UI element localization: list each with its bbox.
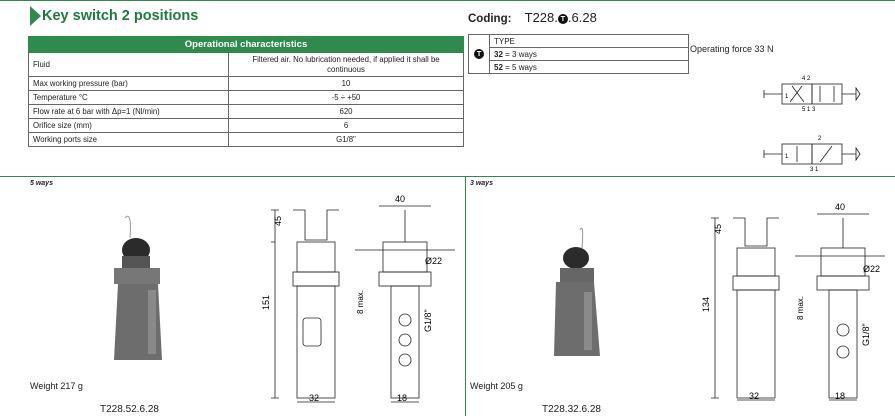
three-way-valve-symbol	[762, 130, 862, 172]
coding-prefix: T228.	[524, 10, 558, 25]
type-marker: T	[474, 49, 484, 59]
three-ways-label: 3 ways	[470, 180, 493, 187]
five-ways-label: 5 ways	[30, 180, 53, 187]
five-way-dim-diameter: Ø22	[425, 256, 443, 266]
five-way-dim-side: 18	[397, 393, 408, 403]
coding-marker: T	[558, 14, 568, 24]
three-way-dim-base: 32	[749, 391, 760, 401]
three-way-dim-width: 40	[835, 202, 846, 212]
page-title: Key switch 2 positions	[42, 8, 199, 24]
coding-suffix: .6.28	[567, 10, 597, 25]
five-way-drawing	[255, 190, 465, 406]
five-way-dim-max: 8 max.	[356, 289, 365, 314]
row-label: Working ports size	[29, 133, 229, 147]
row-value: 6	[229, 119, 464, 133]
table-row	[29, 91, 464, 105]
row-value: -5 ÷ +50	[229, 91, 464, 105]
row-label: Fluid	[29, 53, 229, 77]
five-way-ports-label: 4 2	[802, 76, 811, 82]
three-way-product-photo	[540, 222, 620, 362]
three-way-dim-max: 8 max.	[796, 295, 805, 320]
five-way-code: T228.52.6.28	[100, 404, 159, 415]
table-row	[29, 105, 464, 119]
row-value: 620	[229, 105, 464, 119]
operational-characteristics-table	[28, 36, 464, 147]
top-border-line	[0, 0, 895, 1]
row-label: Temperature °C	[29, 91, 229, 105]
three-way-dim-port: G1/8"	[861, 323, 871, 346]
five-way-product-photo	[100, 210, 180, 370]
five-way-valve-symbol	[762, 70, 862, 112]
type-code: 32	[494, 49, 503, 59]
five-way-dim-base: 32	[309, 393, 320, 403]
row-label: Max working pressure (bar)	[29, 77, 229, 91]
table-header: Operational characteristics	[29, 37, 464, 53]
title-arrow-icon	[30, 6, 41, 26]
table-row	[29, 53, 464, 77]
table-row	[29, 77, 464, 91]
table-row	[29, 133, 464, 147]
type-header: TYPE	[490, 35, 689, 48]
three-way-dim-diameter: Ø22	[863, 264, 881, 274]
table-row	[29, 119, 464, 133]
table-row	[469, 61, 689, 74]
row-label: Orifice size (mm)	[29, 119, 229, 133]
three-way-dim-total-height: 134	[701, 296, 711, 312]
three-way-dim-side: 18	[835, 391, 846, 401]
type-desc: = 5 ways	[505, 62, 537, 72]
row-value: G1/8"	[229, 133, 464, 147]
coding-line	[468, 10, 597, 25]
five-way-dim-total-height: 151	[261, 294, 271, 310]
five-way-port-1: 1	[785, 94, 789, 100]
type-table	[468, 34, 689, 74]
five-way-dim-width: 40	[395, 194, 406, 204]
five-way-bottom-label: 5 1 3	[802, 107, 816, 112]
three-way-port-1: 1	[785, 154, 789, 160]
five-way-dim-port: G1/8"	[423, 309, 433, 332]
row-label: Flow rate at 6 bar with Δp=1 (Nl/min)	[29, 105, 229, 119]
coding-label: Coding:	[468, 13, 512, 25]
row-value: 10	[229, 77, 464, 91]
type-marker-cell	[469, 35, 490, 74]
vertical-divider-line	[465, 176, 466, 416]
three-way-dim-height-top: 45	[713, 223, 723, 234]
section-divider-line	[0, 176, 895, 177]
type-desc: = 3 ways	[505, 49, 537, 59]
five-way-weight: Weight 217 g	[30, 381, 83, 391]
five-way-dim-height-top: 45	[273, 215, 283, 226]
table-row	[469, 48, 689, 61]
three-way-bottom-label: 3 1	[810, 167, 819, 172]
three-way-weight: Weight 205 g	[470, 381, 523, 391]
three-way-code: T228.32.6.28	[542, 404, 601, 415]
operating-force: Operating force 33 N	[690, 44, 774, 54]
three-way-drawing	[695, 200, 890, 406]
three-way-top-label: 2	[818, 136, 822, 142]
row-value: Filtered air. No lubrication needed, if applied it shall be continuous	[229, 53, 464, 77]
type-code: 52	[494, 62, 503, 72]
